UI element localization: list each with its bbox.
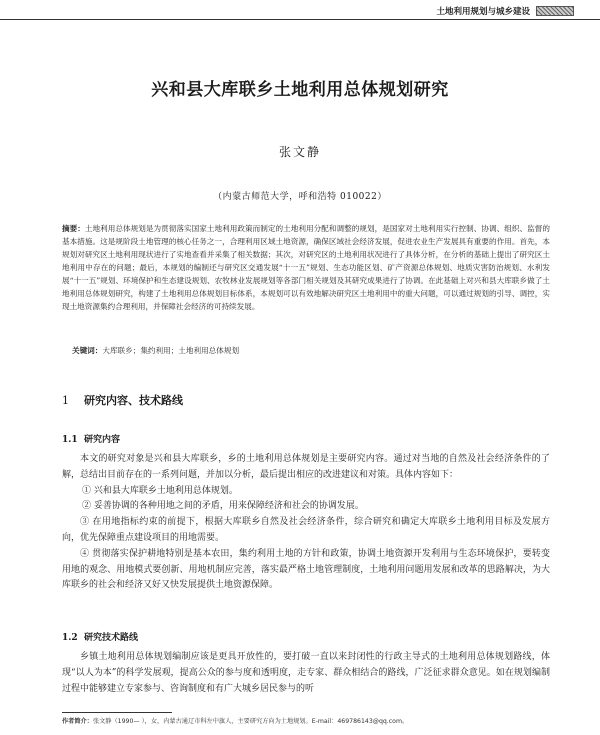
research-item-4: ④ 贯彻落实保护耕地特别是基本农田，集约利用土地的方针和政策，协调土地资源开发利用与生态环境保护，要转变用地的观念、用地模式要创新、用地机制应完善，落实最严格土地管理制度，土地利用问题用发展和改革的思路解决，为大库联乡的社会和经济又好又快发展提供土地资源保障。: [62, 548, 550, 591]
research-item-3: ③ 在用地指标约束的前提下，根据大库联乡自然及社会经济条件，综合研究和确定大库联乡土地利用目标及发展方向，优先保障重点建设项目的用地需要。: [62, 517, 550, 543]
research-item-1: ① 兴和县大库联乡土地利用总体规划。: [82, 485, 238, 496]
keywords-label: 关键词：: [72, 346, 103, 355]
author-affiliation: （内蒙古师范大学，呼和浩特 010022）: [213, 192, 387, 202]
paper-title: 兴和县大库联乡土地利用总体规划研究: [151, 80, 449, 100]
author-name: 张文静: [278, 145, 321, 159]
journal-logo-icon: [536, 6, 574, 16]
footnote-label: 作者简介：: [62, 718, 93, 725]
abstract-label: 摘要：: [62, 224, 85, 233]
abstract-text: 土地利用总体规划是为贯彻落实国家土地利用政策而制定的土地利用分配和调整的规划，是国家对土地利用实行控制、协调、组织、监督的基本措施。这是规阶段土地管理的核心任务之一，合理利用区域土地资源，确保区域社会经济发展，促进农业生产发展具有重要的作用。首先，本规划对研究区土地利用现状进行了实地查看并采集了相关数据；其次，对研究区的土地利用状况进行了具体分析，在分析的基础上提出了研究区土地利用中存在的问题；最后，本规划的编制还与研究区交通发展“十一五”规划、生态功能区划、矿产资源总体规划、地质灾害防治规划、水利发展“十一五”规划、环境保护和生态建设规划、农牧林业发展规划等各部门相关规划及其研究成果进行了协调。在此基础上对兴和县大库联乡做了土地利用总体规划研究，构建了土地利用总体规划目标体系，本规划可以有效地解决研究区土地利用中的重大问题，可以通过规划的引导、调控，实现土地资源集约合理利用，并保障社会经济的可持续发展。: [62, 224, 551, 311]
section-1-2-heading: [62, 630, 550, 643]
section-1-1-title: 研究内容: [84, 435, 121, 445]
section-1-1-heading: [62, 432, 550, 445]
section-1-2-number: 1.2: [62, 633, 78, 643]
keywords: [72, 345, 542, 357]
section-1-number: 1: [62, 394, 69, 407]
section-1-1-number: 1.1: [62, 435, 78, 445]
footnote-divider: [62, 712, 172, 713]
footnote-text: 张文静（1990— ），女，内蒙古通辽市科左中旗人，主要研究方向为土地规划。E-mail：469786143@qq.com。: [92, 718, 409, 725]
abstract: [62, 222, 550, 313]
section-1-2-body: [62, 650, 550, 697]
section-1-2-text: 乡镇土地利用总体规划编制应该是更具开放性的，要打破一直以来封闭性的行政主导式的土地利用总体规划路线，体现“以人为本”的科学发展观，提高公众的参与度和透明度，走专家、群众相结合的路线，广泛征求群众意见。如在规划编制过程中能够建立专家参与、咨询制度和有广大城乡居民参与的听: [62, 652, 550, 694]
section-1-1-body: [62, 452, 550, 594]
section-1-1-intro: 本文的研究对象是兴和县大库联乡，乡的土地利用总体规划是主要研究内容。通过对当地的自然及社会经济条件的了解，总结出目前存在的一系列问题，并加以分析，最后提出相应的改进建议和对策。具体内容如下：: [62, 454, 550, 480]
running-header: [0, 4, 600, 20]
section-1-title: 研究内容、技术路线: [84, 394, 183, 407]
keywords-text: 大库联乡；集约利用；土地利用总体规划: [102, 346, 240, 355]
research-item-2: ② 妥善协调的各种用地之间的矛盾，用来保障经济和社会的协调发展。: [82, 501, 364, 512]
section-1-heading: [62, 392, 550, 408]
section-1-2-title: 研究技术路线: [84, 633, 139, 643]
author-footnote: [62, 716, 550, 725]
journal-section-label: 土地利用规划与城乡建设: [436, 7, 530, 17]
